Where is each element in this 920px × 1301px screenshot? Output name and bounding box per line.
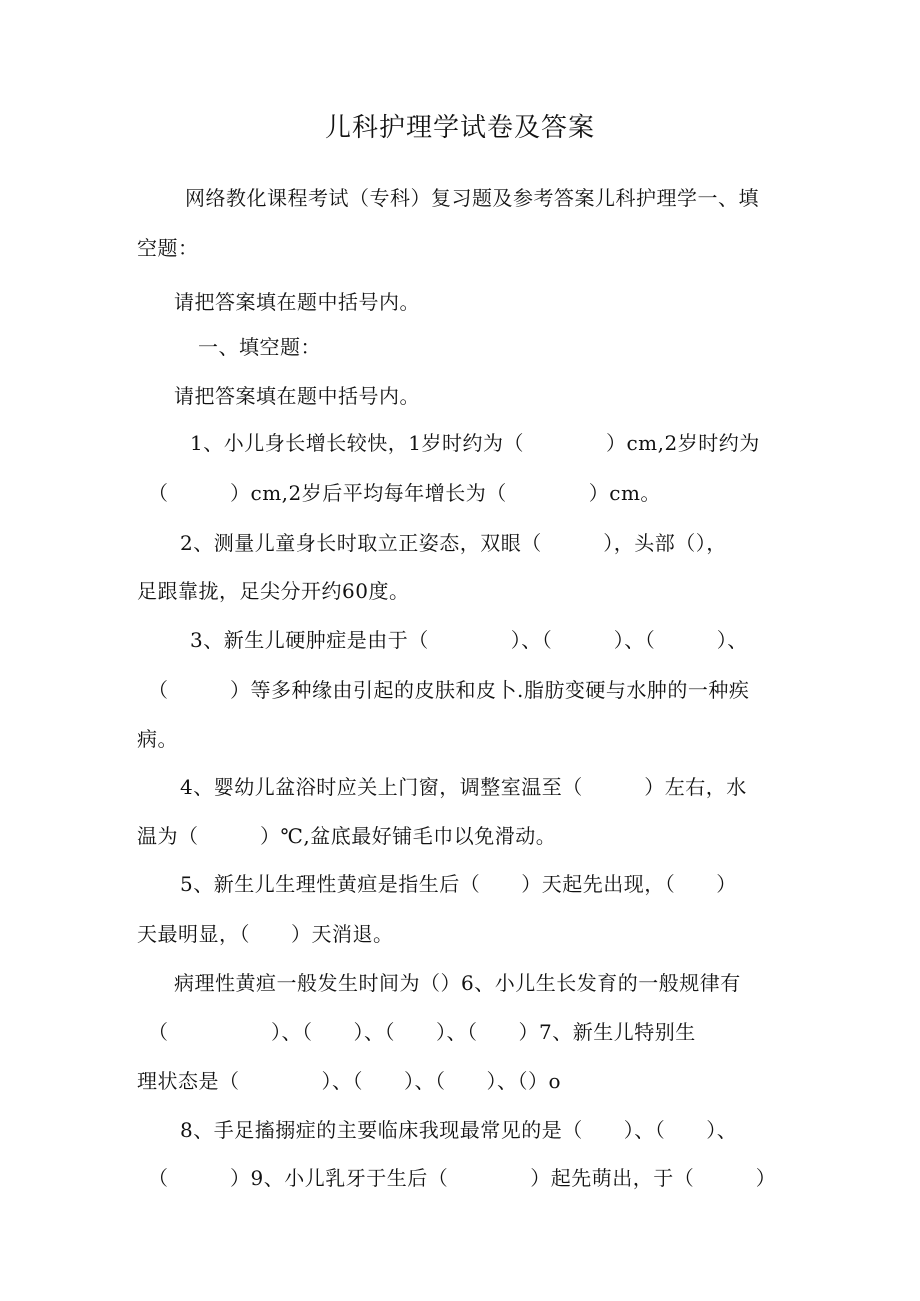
question-8: 8、手足搐搦症的主要临床我现最常见的是（ ）、（ ）、 — [180, 1118, 738, 1142]
question-1: 1、小儿身长增长较快，1岁时约为（ ）cm,2岁时约为 — [190, 431, 760, 455]
question-7-cont: 理状态是（ ）、（ ）、（ ）、（）o — [137, 1069, 562, 1093]
text-line: 请把答案填在题中括号内。 — [174, 290, 420, 314]
question-4-cont: 温为（ ）℃,盆底最好铺毛巾以免滑动。 — [137, 824, 557, 848]
question-5-cont: 天最明显，（ ）天消退。 — [137, 922, 394, 946]
text-line: 网络教化课程考试（专科）复习题及参考答案儿科护理学一、填 — [185, 186, 759, 210]
question-2: 2、测量儿童身长时取立正姿态，双眼（ ），头部（）， — [180, 531, 727, 555]
document-title: 儿科护理学试卷及答案 — [324, 113, 595, 143]
question-3-cont: （ ）等多种缘由引起的皮肤和皮卜.脂肪变硬与水肿的一种疾 — [148, 678, 750, 702]
question-9: （ ）9、小儿乳牙于生后（ ）起先萌出，于（ ） — [148, 1166, 777, 1190]
text-line: 请把答案填在题中括号内。 — [174, 384, 420, 408]
question-6-cont: （ ）、（ ）、（ ）、（ ）7、新生儿特别生 — [148, 1020, 696, 1044]
question-2-cont: 足跟靠拢，足尖分开约60度。 — [137, 579, 410, 603]
question-6: 病理性黄疸一般发生时间为（）6、小儿生长发育的一般规律有 — [174, 971, 741, 995]
question-3: 3、新生儿硬肿症是由于（ ）、（ ）、（ ）、 — [190, 628, 748, 652]
question-3-cont: 病。 — [137, 727, 178, 751]
question-1-cont: （ ）cm,2岁后平均每年增长为（ ）cm。 — [148, 481, 661, 505]
question-5: 5、新生儿生理性黄疸是指生后（ ）天起先出现，（ ） — [180, 872, 737, 896]
question-4: 4、婴幼儿盆浴时应关上门窗，调整室温至（ ）左右，水 — [180, 775, 747, 799]
section-heading: 一、填空题： — [198, 335, 321, 359]
text-line: 空题： — [137, 236, 199, 260]
